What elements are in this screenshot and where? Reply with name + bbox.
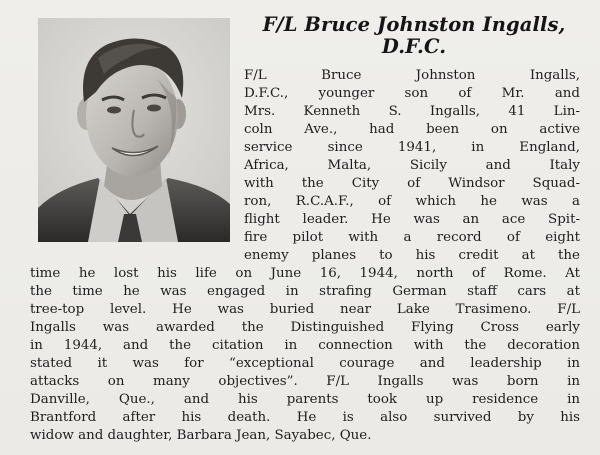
body-line: with the City of Windsor Squad-	[244, 176, 580, 191]
body-line: tree-top level. He was buried near Lake Trasimeno. F/L	[30, 302, 580, 317]
portrait-photo	[38, 18, 230, 242]
body-line: flight leader. He was an ace Spit-	[244, 212, 580, 227]
body-line: fire pilot with a record of eight	[244, 230, 580, 245]
body-line: in 1944, and the citation in connection with the decoration	[30, 338, 580, 353]
body-line: Africa, Malta, Sicily and Italy	[244, 158, 580, 173]
body-line: coln Ave., had been on active	[244, 122, 580, 137]
body-line: attacks on many objectives”. F/L Ingalls was born in	[30, 374, 580, 389]
body-line: enemy planes to his credit at the	[244, 248, 580, 263]
title-line-honor: D.F.C.	[381, 35, 447, 58]
body-line-last: widow and daughter, Barbara Jean, Sayabec, Que.	[30, 428, 372, 443]
body-line: Danville, Que., and his parents took up residence in	[30, 392, 580, 407]
title-line-name: F/L Bruce Johnston Ingalls,	[262, 13, 566, 36]
body-line: time he lost his life on June 16, 1944, north of Rome. At	[30, 266, 580, 281]
body-line: stated it was for “exceptional courage and leadership in	[30, 356, 580, 371]
obituary-title	[244, 14, 584, 58]
body-line: the time he was engaged in strafing German staff cars at	[30, 284, 580, 299]
body-line: Ingalls was awarded the Distinguished Flying Cross early	[30, 320, 580, 335]
body-line: Brantford after his death. He is also survived by his	[30, 410, 580, 425]
body-line: Mrs. Kenneth S. Ingalls, 41 Lin-	[244, 104, 580, 119]
body-line: F/L Bruce Johnston Ingalls,	[244, 68, 580, 83]
body-line: service since 1941, in England,	[244, 140, 580, 155]
body-line: D.F.C., younger son of Mr. and	[244, 86, 580, 101]
portrait-photo-graphic	[38, 18, 230, 242]
body-line: ron, R.C.A.F., of which he was a	[244, 194, 580, 209]
